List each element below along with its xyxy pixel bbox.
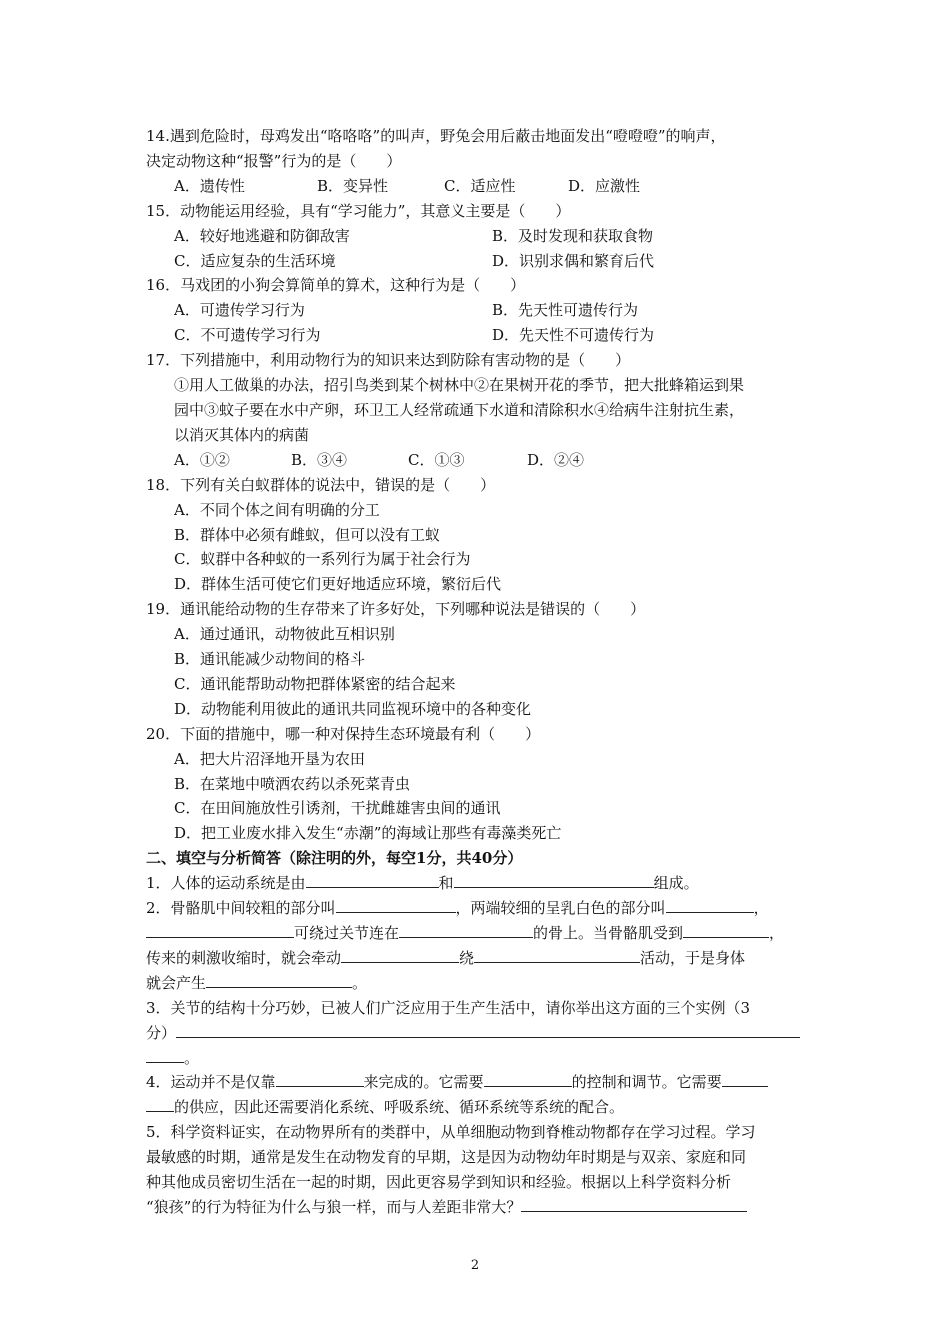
q16-option-b: B．先天性可遗传行为 — [492, 301, 639, 320]
q19-option-b: B．通讯能减少动物间的格斗 — [174, 650, 366, 669]
q18-option-c: C．蚁群中各种蚁的一系列行为属于社会行为 — [174, 550, 471, 569]
fill-2-text-g: 传来的刺激收缩时，就会牵动 — [146, 948, 342, 967]
q15-stem: 15．动物能运用经验，具有“学习能力”，其意义主要是（ ） — [146, 201, 571, 220]
fill-5-text-l4: “狼孩”的行为特征为什么与狼一样，而与人差距非常大？ — [146, 1197, 522, 1216]
fill-1-blank-1[interactable] — [306, 872, 439, 888]
q16-options-row2 — [146, 323, 810, 348]
fill-3-text-c: 。 — [184, 1048, 200, 1067]
q14-line2: 决定动物这种“报警”行为的是（ ） — [146, 151, 402, 170]
q17-body-line2: 园中③蚊子要在水中产卵，环卫工人经常疏通下水道和清除积水④给病牛注射抗生素， — [174, 400, 745, 419]
fill-4-blank-2[interactable] — [484, 1071, 572, 1087]
q16-option-a: A．可遗传学习行为 — [174, 301, 305, 320]
q17-stem: 17．下列措施中，利用动物行为的知识来达到防除有害动物的是（ ） — [146, 351, 631, 370]
q15-option-c: C．适应复杂的生活环境 — [174, 251, 336, 270]
fill-5-line3: 种其他成员密切生活在一起的时期，因此更容易学到知识和经验。根据以上科学资料分析 — [146, 1173, 732, 1192]
q19-option-d: D．动物能利用彼此的通讯共同监视环境中的各种变化 — [174, 699, 532, 718]
fill-2-text-e: 的骨上。当骨骼肌受到 — [533, 924, 684, 942]
q18-option-b: B．群体中必须有雌蚁，但可以没有工蚁 — [174, 525, 441, 544]
fill-2-blank-4[interactable] — [399, 922, 533, 938]
q14-line1: 14.遇到危险时，母鸡发出“咯咯咯”的叫声，野兔会用后蔽击地面发出“噔噔噔”的响声， — [146, 127, 726, 145]
fill-2-text-d: 可绕过关节连在 — [294, 924, 400, 942]
q16-option-c: C．不可遗传学习行为 — [174, 326, 321, 345]
fill-2-blank-8[interactable] — [206, 972, 352, 988]
fill-3-line2 — [146, 1021, 810, 1046]
q20-option-a: A．把大片沼泽地开垦为农田 — [174, 749, 365, 768]
q15-option-d: D．识别求偶和繁育后代 — [492, 251, 655, 270]
fill-2-text-j: 就会产生 — [146, 973, 207, 992]
q15-options-row1 — [146, 224, 810, 249]
q14-options — [146, 174, 810, 199]
fill-3-line3 — [146, 1046, 810, 1071]
q20-option-b: B．在菜地中喷洒农药以杀死菜青虫 — [174, 774, 411, 793]
q18-option-a: A．不同个体之间有明确的分工 — [174, 500, 380, 519]
fill-3-line1: 3．关节的结构十分巧妙，已被人们广泛应用于生产生活中，请你举出这方面的三个实例（3 — [146, 998, 751, 1017]
fill-2-blank-7[interactable] — [474, 947, 640, 963]
q17-body-line3: 以消灭其体内的病菌 — [174, 425, 310, 444]
q19-option-c: C．通讯能帮助动物把群体紧密的结合起来 — [174, 674, 456, 693]
fill-1-text-b: 和 — [438, 874, 454, 893]
fill-4-text-d: 的供应，因此还需要消化系统、呼吸系统、循环系统等系统的配合。 — [174, 1098, 625, 1117]
fill-2-blank-5[interactable] — [683, 922, 769, 938]
fill-4-blank-1[interactable] — [276, 1071, 364, 1087]
q15-options-row2 — [146, 249, 810, 274]
fill-2-text-b: ，两端较细的呈乳白色的部分叫 — [455, 899, 666, 918]
fill-1-text-c: 组成。 — [653, 874, 699, 893]
fill-3-blank-2[interactable] — [146, 1047, 184, 1063]
fill-2-line1 — [146, 896, 810, 921]
q16-option-d: D．先天性不可遗传行为 — [492, 326, 655, 345]
fill-2-text-c: ， — [753, 899, 769, 918]
page-number: 2 — [470, 1258, 480, 1273]
q19-stem: 19．通讯能给动物的生存带来了许多好处，下列哪种说法是错误的（ ） — [146, 600, 646, 619]
fill-2-line4 — [146, 971, 810, 996]
fill-4-blank-3b[interactable] — [146, 1096, 174, 1112]
fill-1-blank-2[interactable] — [454, 872, 654, 888]
q19-option-a: A．通过通讯，动物彼此互相识别 — [174, 625, 395, 644]
q14-option-c: C．适应性 — [444, 176, 516, 195]
q14-option-d: D．应激性 — [568, 176, 641, 195]
fill-2-text-i: 活动，于是身体 — [640, 948, 746, 967]
fill-2-text-h: 绕 — [459, 948, 475, 967]
fill-2-blank-6[interactable] — [341, 947, 459, 963]
fill-2-line2 — [146, 921, 810, 946]
fill-5-blank-1[interactable] — [521, 1196, 747, 1212]
fill-4-line2 — [146, 1095, 810, 1120]
fill-5-line1: 5．科学资料证实，在动物界所有的类群中，从单细胞动物到脊椎动物都存在学习过程。学习 — [146, 1123, 756, 1142]
fill-1-text-a: 1．人体的运动系统是由 — [146, 874, 306, 893]
fill-2-text-k: 。 — [352, 973, 368, 992]
fill-2-text-a: 2．骨骼肌中间较粗的部分叫 — [146, 899, 336, 918]
q17-option-b: B．③④ — [291, 450, 348, 469]
q20-stem: 20．下面的措施中，哪一种对保持生态环境最有利（ ） — [146, 724, 541, 743]
fill-4-blank-3a[interactable] — [722, 1071, 768, 1087]
q14-option-b: B．变异性 — [317, 176, 389, 195]
q15-option-b: B．及时发现和获取食物 — [492, 226, 654, 245]
q18-option-d: D．群体生活可使它们更好地适应环境，繁衍后代 — [174, 575, 502, 594]
q18-stem: 18．下列有关白蚁群体的说法中，错误的是（ ） — [146, 475, 496, 494]
fill-2-blank-3[interactable] — [146, 922, 294, 938]
q17-body-line1: ①用人工做巢的办法，招引鸟类到某个树林中②在果树开花的季节，把大批蜂箱运到果 — [174, 376, 745, 395]
fill-4-line1 — [146, 1070, 810, 1095]
q17-option-a: A．①② — [174, 450, 230, 469]
fill-5-line2: 最敏感的时期，通常是发生在动物发育的早期，这是因为动物幼年时期是与双亲、家庭和同 — [146, 1148, 747, 1167]
fill-4-text-b: 来完成的。它需要 — [363, 1073, 484, 1092]
fill-4-text-c: 的控制和调节。它需要 — [571, 1073, 722, 1092]
fill-2-blank-2[interactable] — [666, 897, 754, 913]
q20-option-d: D．把工业废水排入发生“赤潮”的海域让那些有毒藻类死亡 — [174, 824, 562, 843]
fill-3-blank-1[interactable] — [176, 1022, 800, 1038]
fill-2-blank-1[interactable] — [336, 897, 456, 913]
q20-option-c: C．在田间施放性引诱剂，干扰雌雄害虫间的通讯 — [174, 799, 501, 818]
q14-option-a: A．遗传性 — [174, 176, 245, 195]
fill-3-text-b: 分） — [146, 1023, 177, 1042]
q16-stem: 16．马戏团的小狗会算简单的算术，这种行为是（ ） — [146, 276, 526, 295]
q17-option-d: D．②④ — [527, 450, 585, 469]
q17-option-c: C．①③ — [408, 450, 465, 469]
fill-5-line4 — [146, 1195, 810, 1220]
fill-1 — [146, 871, 810, 896]
section-2-heading: 二、填空与分析简答（除注明的外，每空1分，共40分） — [146, 849, 523, 868]
q16-options-row1 — [146, 298, 810, 323]
q17-options — [146, 448, 810, 473]
q15-option-a: A．较好地逃避和防御敌害 — [174, 226, 350, 245]
fill-4-text-a: 4．运动并不是仅靠 — [146, 1073, 276, 1092]
exam-content — [146, 124, 810, 1220]
fill-2-line3 — [146, 946, 810, 971]
fill-2-text-f: ， — [769, 924, 785, 942]
